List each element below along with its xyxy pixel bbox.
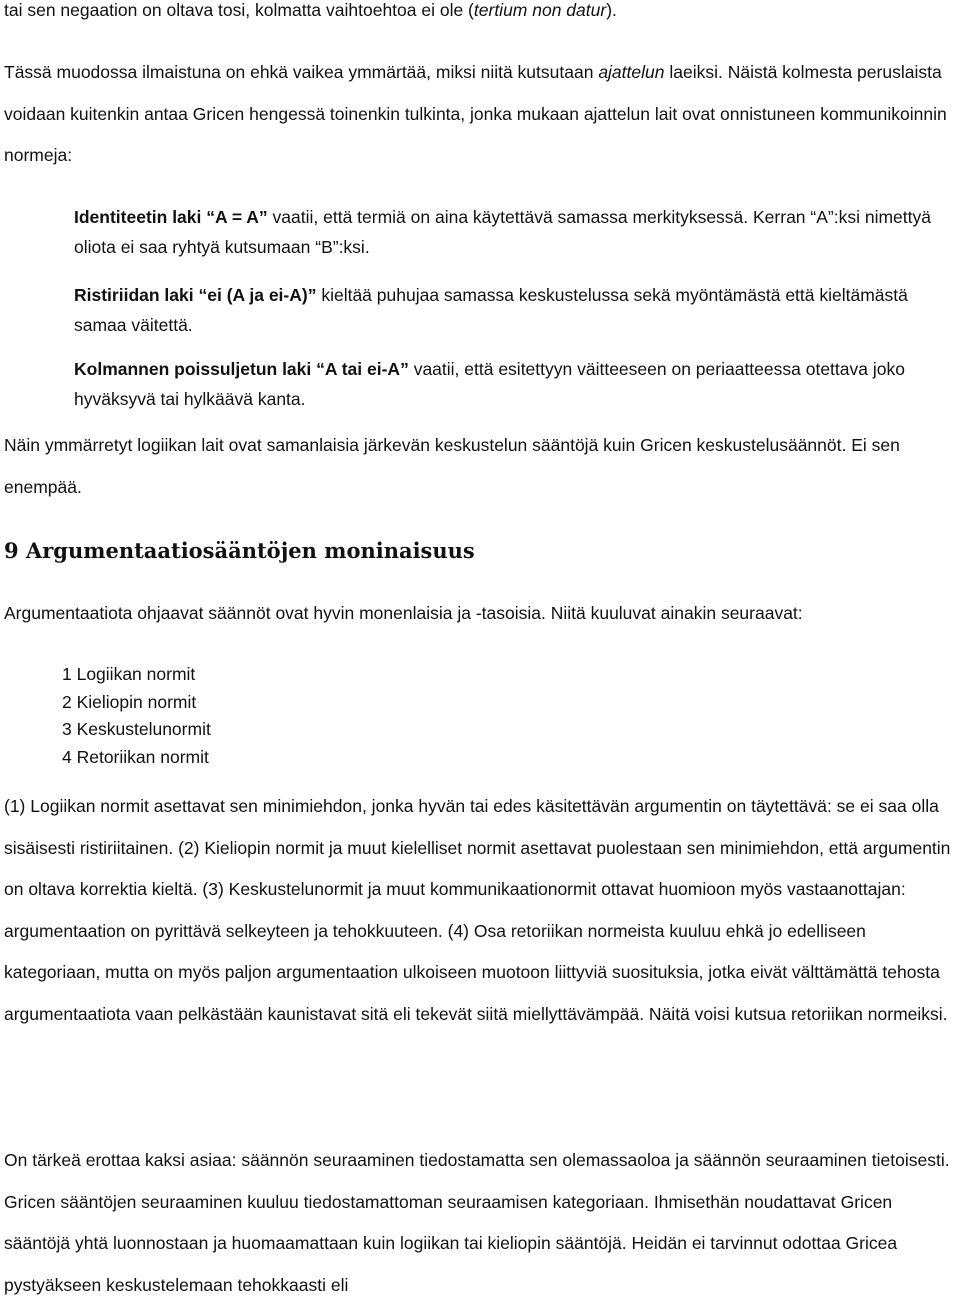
- paragraph-summary: Näin ymmärretyt logiikan lait ovat samanlaisia järkevän keskustelun sääntöjä kuin Gricen keskustelusäännöt. Ei sen enempää.: [4, 435, 900, 497]
- list-item: 1 Logiikan normit: [62, 664, 196, 684]
- law-identity: Identiteetin laki “A = A” vaatii, että termiä on aina käytettävä samassa merkityksessä. Kerran “A”:ksi nimettyä oliota ei saa ryhtyä kutsumaan “B”:ksi.: [74, 207, 931, 257]
- list-item: 2 Kieliopin normit: [62, 691, 197, 712]
- paragraph-norms: (1) Logiikan normit asettavat sen minimiehdon, jonka hyvän tai edes käsitettävän argumentin on täytettävä: se ei saa olla sisäisesti ristiriitainen. (2) Kieliopin normit ja muut kielelliset normit asettavat puolestaan sen minimiehdon, että argumentin on oltava korrektia kieltä. (3) Keskustelunormit ja muut kommunikaationormit ottavat huomioon myös vastaanottajan: argumentaation on pyrittävä selkeyteen ja tehokkuuteen. (4) Osa retoriikan normeista kuuluu ehkä jo edelliseen kategoriaan, mutta on myös paljon argumentaation ulkoiseen muotoon liittyviä suosituksia, jotka eivät välttämättä tehosta argumentaatiota vaan pelkästään kaunistavat sitä eli tekevät siitä miellyttävämpää. Näitä voisi kutsua retoriikan normeiksi.: [4, 796, 951, 1024]
- list-item: 3 Keskustelunormit: [62, 719, 211, 739]
- section-heading: 9 Argumentaatiosääntöjen moninaisuus: [4, 538, 475, 563]
- law-contradiction: Ristiriidan laki “ei (A ja ei-A)” kieltää puhujaa samassa keskustelussa sekä myöntämästä että kieltämästä samaa väitettä.: [74, 285, 908, 335]
- law-excluded-middle: Kolmannen poissuljetun laki “A tai ei-A” vaatii, että esitettyyn väitteeseen on periaatteessa otettava joko hyväksyvä tai hylkäävä kanta.: [74, 359, 905, 409]
- list-item: 4 Retoriikan normit: [62, 746, 209, 767]
- law-excluded-middle-title: Kolmannen poissuljetun laki “A tai ei-A”: [74, 359, 409, 379]
- paragraph-intro: Tässä muodossa ilmaistuna on ehkä vaikea ymmärtää, miksi niitä kutsutaan ajattelun laeiksi. Näistä kolmesta peruslaista voidaan kuitenkin antaa Gricen hengessä toinenkin tulkinta, jonka mukaan ajattelun lait ovat onnistuneen kommunikoinnin normeja:: [4, 62, 947, 165]
- norm-list: [62, 661, 211, 771]
- law-contradiction-title: Ristiriidan laki “ei (A ja ei-A)”: [74, 285, 317, 305]
- paragraph-final: On tärkeä erottaa kaksi asiaa: säännön seuraaminen tiedostamatta sen olemassaoloa ja säännön seuraaminen tietoisesti. Gricen sääntöjen seuraaminen kuuluu tiedostamattoman seuraamisen kategoriaan. Ihmisethän noudattavat Gricen sääntöjä yhtä luonnostaan ja huomaamattaan kuin logiikan tai kieliopin sääntöjä. Heidän ei tarvinnut odottaa Gricea pystyäkseen keskustelemaan tehokkaasti eli: [4, 1150, 950, 1295]
- paragraph-section-intro: Argumentaatiota ohjaavat säännöt ovat hyvin monenlaisia ja -tasoisia. Niitä kuuluvat ainakin seuraavat:: [4, 603, 803, 623]
- paragraph-top-fragment: tai sen negaation on oltava tosi, kolmatta vaihtoehtoa ei ole (tertium non datur).: [4, 0, 617, 20]
- law-identity-title: Identiteetin laki “A = A”: [74, 207, 268, 227]
